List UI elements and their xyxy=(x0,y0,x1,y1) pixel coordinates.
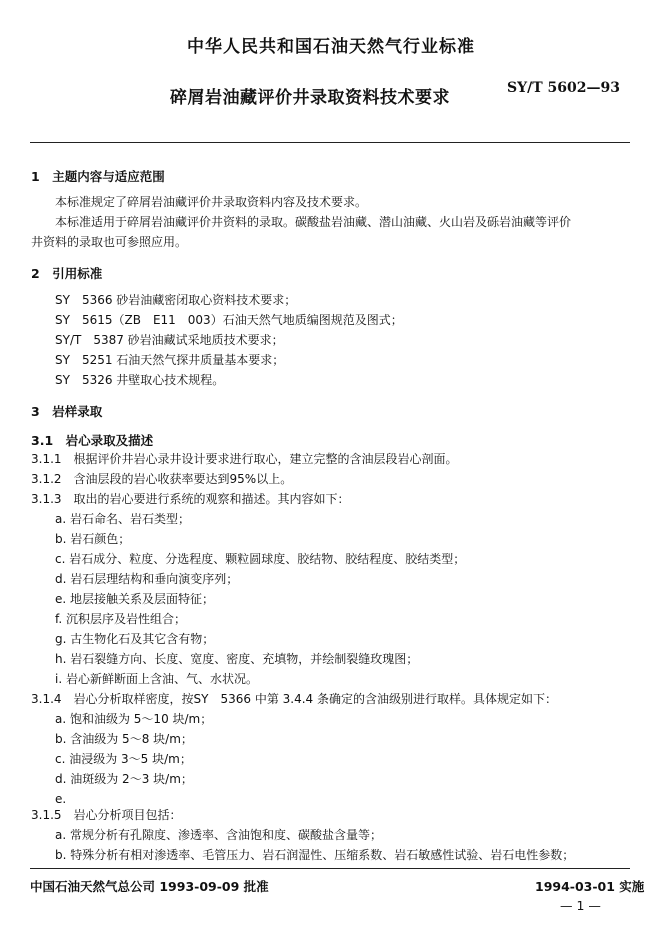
section-1-paragraph-2-line-1: 本标准适用于碎屑岩油藏评价井资料的录取。碳酸盐岩油藏、潜山油藏、火山岩及砾岩油藏等评价 xyxy=(55,215,572,229)
list-item: b. 岩石颜色； xyxy=(55,532,131,546)
list-item: c. 岩石成分、粒度、分选程度、颗粒圆球度、胶结物、胶结程度、胶结类型； xyxy=(55,552,466,566)
reference-item: SY 5326 井壁取心技术规程。 xyxy=(55,373,225,387)
list-item: d. 岩石层理结构和垂向演变序列； xyxy=(55,572,239,586)
reference-item: SY 5251 石油天然气探井质量基本要求； xyxy=(55,353,285,367)
section-2-heading: 2 引用标准 xyxy=(31,266,103,281)
header-divider xyxy=(30,142,630,143)
list-item: e. 地层接触关系及层面特征； xyxy=(55,592,215,606)
footer-divider xyxy=(30,868,630,869)
subsection-3-1-heading: 3.1 岩心录取及描述 xyxy=(31,433,154,448)
document-title: 碎屑岩油藏评价井录取资料技术要求 xyxy=(170,88,450,108)
section-1-heading: 1 主题内容与适应范围 xyxy=(31,169,165,184)
list-item: a. 常规分析有孔隙度、渗透率、含油饱和度、碳酸盐含量等； xyxy=(55,828,382,842)
approval-line: 中国石油天然气总公司 1993-09-09 批准 xyxy=(30,879,269,894)
standard-number: SY/T 5602—93 xyxy=(507,80,620,96)
section-3-heading: 3 岩样录取 xyxy=(31,404,103,419)
list-item: b. 含油级为 5～8 块/m； xyxy=(55,732,193,746)
list-item: f. 沉积层序及岩性组合； xyxy=(55,612,186,626)
list-item: a. 岩石命名、岩石类型； xyxy=(55,512,190,526)
reference-item: SY 5615（ZB E11 003）石油天然气地质编图规范及图式； xyxy=(55,313,403,327)
clause-3-1-3: 3.1.3 取出的岩心要进行系统的观察和描述。其内容如下： xyxy=(31,492,350,506)
implementation-date: 1994-03-01 实施 xyxy=(535,879,645,894)
reference-item: SY 5366 砂岩油藏密闭取心资料技术要求； xyxy=(55,293,297,307)
list-item: c. 油浸级为 3～5 块/m； xyxy=(55,752,192,766)
list-item: i. 岩心新鲜断面上含油、气、水状况。 xyxy=(55,672,258,686)
list-item: h. 岩石裂缝方向、长度、宽度、密度、充填物，并绘制裂缝玫瑰图； xyxy=(55,652,419,666)
list-item: d. 油斑级为 2～3 块/m； xyxy=(55,772,193,786)
clause-3-1-1: 3.1.1 根据评价井岩心录井设计要求进行取心，建立完整的含油层段岩心剖面。 xyxy=(31,452,458,466)
section-1-paragraph-2-line-2: 井资料的录取也可参照应用。 xyxy=(31,235,188,249)
standard-category-title: 中华人民共和国石油天然气行业标准 xyxy=(187,37,475,57)
page-number: — 1 — xyxy=(560,898,601,913)
clause-3-1-4: 3.1.4 岩心分析取样密度，按SY 5366 中第 3.4.4 条确定的含油级别进行取样。具体规定如下： xyxy=(31,692,557,706)
clause-3-1-5: 3.1.5 岩心分析项目包括： xyxy=(31,808,182,822)
reference-item: SY/T 5387 砂岩油藏试采地质技术要求； xyxy=(55,333,284,347)
list-item: b. 特殊分析有相对渗透率、毛管压力、岩石润湿性、压缩系数、岩石敏感性试验、岩石电性参数； xyxy=(55,848,575,862)
clause-3-1-2: 3.1.2 含油层段的岩心收获率要达到95%以上。 xyxy=(31,472,293,486)
list-item: g. 古生物化石及其它含有物； xyxy=(55,632,215,646)
list-item: a. 饱和油级为 5～10 块/m； xyxy=(55,712,213,726)
section-1-paragraph-1: 本标准规定了碎屑岩油藏评价井录取资料内容及技术要求。 xyxy=(55,195,368,209)
list-item: e. xyxy=(55,792,67,806)
